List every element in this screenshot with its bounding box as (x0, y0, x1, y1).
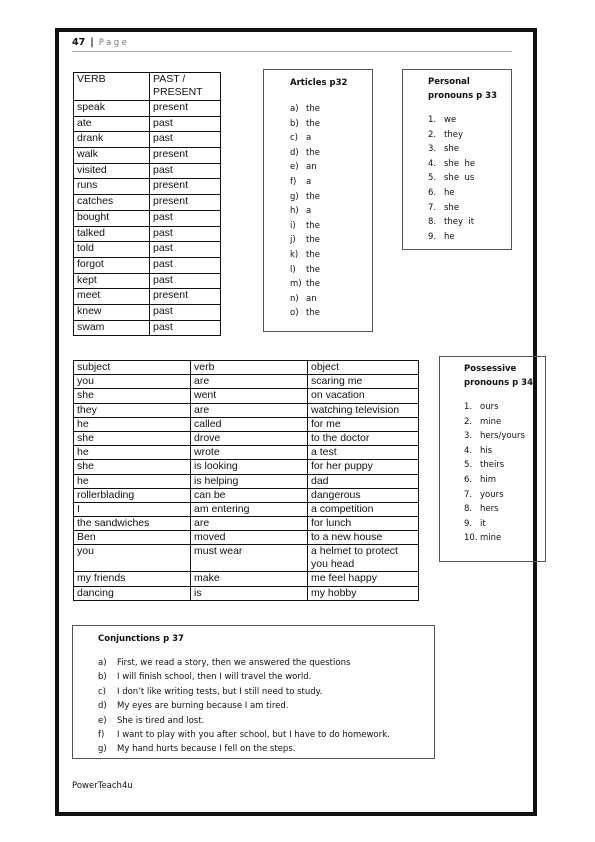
table-row (74, 101, 221, 117)
table-row (74, 242, 221, 258)
table-row (74, 431, 419, 445)
list-item (290, 233, 372, 248)
verb_table-cell: past (150, 273, 221, 289)
list-text: they it (444, 217, 475, 228)
svo_table-header-cell: object (308, 361, 419, 375)
header-rule (72, 51, 512, 52)
articles-list (290, 102, 372, 321)
verb_table-cell: talked (74, 226, 150, 242)
list-text: the (306, 235, 320, 246)
verb_table-cell: past (150, 320, 221, 336)
table-row (74, 195, 221, 211)
list-marker: 1. (464, 402, 473, 412)
table-row (74, 403, 419, 417)
svo_table-cell: the sandwiches (74, 517, 191, 531)
list-text: the (306, 147, 320, 158)
table-row (74, 417, 419, 431)
svo_table-cell: for me (308, 417, 419, 431)
table-row (74, 163, 221, 179)
svo-table-body (74, 361, 419, 601)
svo_table-cell: she (74, 460, 191, 474)
list-item (290, 277, 372, 292)
list-item (428, 215, 511, 230)
possessive-pronouns-title: Possessive pronouns p 34 (464, 364, 534, 388)
verb_table-cell: bought (74, 210, 150, 226)
svo_table-cell: watching television (308, 403, 419, 417)
list-marker: 9. (464, 518, 473, 529)
list-item (428, 113, 511, 128)
page-word: Page (98, 38, 130, 48)
table-row (74, 572, 419, 586)
svo_table-cell: for her puppy (308, 460, 419, 474)
list-marker: 2. (428, 129, 437, 140)
list-marker: e) (290, 162, 299, 173)
list-marker: 1. (428, 115, 437, 125)
list-item (464, 488, 545, 503)
svo_table-cell: must wear (191, 545, 308, 572)
svo_table-cell: he (74, 446, 191, 460)
table-row (74, 179, 221, 195)
list-text: the (306, 104, 320, 114)
svo_table-cell: dancing (74, 586, 191, 600)
table-row (74, 304, 221, 320)
svo_table-cell: he (74, 474, 191, 488)
list-item (290, 175, 372, 190)
verb_table-cell: walk (74, 148, 150, 164)
svo_table-cell: a competition (308, 502, 419, 516)
list-item (290, 146, 372, 161)
list-item (290, 248, 372, 263)
svo_table-cell: is (191, 586, 308, 600)
list-text: mine (480, 416, 502, 427)
svo_table-cell: can be (191, 488, 308, 502)
list-text: I will finish school, then I will travel the world. (117, 672, 312, 683)
conjunctions-box (72, 625, 435, 759)
list-marker: 4. (428, 158, 437, 169)
footer-brand: PowerTeach4u (72, 781, 133, 791)
list-text: the (306, 220, 320, 231)
table-row (74, 289, 221, 305)
verb_table-cell: told (74, 242, 150, 258)
verb_table-cell: speak (74, 101, 150, 117)
verb_table-cell: swam (74, 320, 150, 336)
possessive-pronouns-box (439, 356, 546, 562)
list-item (98, 670, 434, 684)
list-marker: i) (290, 220, 296, 231)
list-marker: 3. (428, 144, 437, 155)
list-item (290, 102, 372, 117)
svo_table-cell: am entering (191, 502, 308, 516)
table-row (74, 320, 221, 336)
svo_table-cell: wrote (191, 446, 308, 460)
personal-pronouns-box (402, 69, 512, 250)
table-row (74, 132, 221, 148)
svo_table-cell: a test (308, 446, 419, 460)
list-marker: 9. (428, 231, 437, 242)
list-text: him (480, 474, 497, 485)
list-item (290, 204, 372, 219)
list-marker: e) (98, 715, 107, 726)
verb_table-cell: drank (74, 132, 150, 148)
svo_table-cell: to the doctor (308, 431, 419, 445)
list-item (98, 714, 434, 728)
articles-title: Articles p32 (290, 78, 348, 88)
svo_table-cell: for lunch (308, 517, 419, 531)
conjunctions-title: Conjunctions p 37 (98, 634, 184, 644)
list-text: she (444, 144, 460, 155)
list-text: My hand hurts because I fell on the steps. (117, 744, 296, 755)
list-text: he (444, 231, 455, 242)
list-text: the (306, 249, 320, 260)
list-text: a (306, 206, 312, 217)
verb-table-body (74, 73, 221, 336)
verb_table-header-cell: VERB (74, 73, 150, 101)
verb_table-cell: present (150, 195, 221, 211)
verb_table-cell: past (150, 210, 221, 226)
verb_table-cell: visited (74, 163, 150, 179)
list-item (98, 656, 434, 670)
list-item (290, 117, 372, 132)
svo_table-cell: are (191, 403, 308, 417)
svo_table-cell: you (74, 545, 191, 572)
list-text: a (306, 133, 312, 144)
verb_table-cell: past (150, 304, 221, 320)
list-marker: 5. (464, 460, 473, 471)
list-text: I want to play with you after school, but I have to do homework. (117, 730, 390, 741)
svo_table-cell: you (74, 375, 191, 389)
header-separator: | (90, 37, 94, 48)
list-text: it (480, 518, 486, 529)
list-text: I don’t like writing tests, but I still need to study. (117, 686, 323, 697)
table-row (74, 375, 419, 389)
table-row (74, 148, 221, 164)
list-text: My eyes are burning because I am tired. (117, 701, 289, 712)
verb_table-cell: kept (74, 273, 150, 289)
list-marker: d) (98, 701, 107, 712)
table-row (74, 460, 419, 474)
list-marker: l) (290, 264, 296, 275)
list-item (428, 128, 511, 143)
svo_table-cell: dangerous (308, 488, 419, 502)
possessive-pronouns-list (464, 400, 545, 546)
svo_table-cell: rollerblading (74, 488, 191, 502)
table-row (74, 474, 419, 488)
svo_table-cell: my friends (74, 572, 191, 586)
list-item (464, 531, 545, 546)
list-marker: b) (98, 672, 107, 683)
list-text: an (306, 293, 317, 304)
svo_table-cell: make (191, 572, 308, 586)
list-item (290, 306, 372, 321)
list-marker: 6. (464, 474, 473, 485)
verb_table-cell: present (150, 179, 221, 195)
list-marker: 10. (464, 533, 478, 544)
verb_table-cell: knew (74, 304, 150, 320)
list-marker: a) (98, 658, 107, 668)
list-marker: 4. (464, 445, 473, 456)
list-marker: c) (290, 133, 298, 144)
table-row (74, 210, 221, 226)
list-marker: k) (290, 249, 299, 260)
svo_table-cell: drove (191, 431, 308, 445)
list-item (464, 444, 545, 459)
list-text: ours (480, 402, 499, 412)
svo_table-cell: me feel happy (308, 572, 419, 586)
list-item (98, 728, 434, 742)
list-marker: 7. (464, 489, 473, 500)
svo_table-cell: are (191, 375, 308, 389)
list-marker: 8. (428, 217, 437, 228)
table-row (74, 517, 419, 531)
svo_table-cell: moved (191, 531, 308, 545)
list-text: she us (444, 173, 475, 184)
conjunctions-list (98, 656, 434, 757)
list-item (290, 263, 372, 278)
verb_table-cell: past (150, 163, 221, 179)
list-text: his (480, 445, 493, 456)
list-item (464, 458, 545, 473)
svo_table-cell: she (74, 389, 191, 403)
list-text: First, we read a story, then we answered the questions (117, 658, 351, 668)
list-marker: 5. (428, 173, 437, 184)
list-item (428, 201, 511, 216)
list-item (290, 292, 372, 307)
list-marker: h) (290, 206, 299, 217)
list-item (98, 699, 434, 713)
table-row (74, 273, 221, 289)
verb_table-cell: runs (74, 179, 150, 195)
list-item (428, 157, 511, 172)
list-text: a (306, 176, 312, 187)
svo_table-header-cell: verb (191, 361, 308, 375)
svo_table-cell: are (191, 517, 308, 531)
verb_table-cell: past (150, 132, 221, 148)
list-text: hers (480, 504, 499, 515)
table-row (74, 586, 419, 600)
table-row (74, 502, 419, 516)
list-marker: 3. (464, 431, 473, 442)
list-item (464, 415, 545, 430)
list-text: theirs (480, 460, 505, 471)
verb_table-header-cell: PAST / PRESENT (150, 73, 221, 101)
personal-pronouns-list (428, 113, 511, 244)
table-row (74, 257, 221, 273)
list-marker: 8. (464, 504, 473, 515)
list-text: he (444, 187, 455, 198)
verb_table-cell: meet (74, 289, 150, 305)
svo_table-cell: is looking (191, 460, 308, 474)
list-text: yours (480, 489, 504, 500)
list-item (290, 190, 372, 205)
list-item (464, 517, 545, 532)
svo_table-cell: on vacation (308, 389, 419, 403)
svo_table-cell: I (74, 502, 191, 516)
svo_table-cell: they (74, 403, 191, 417)
list-text: we (444, 115, 457, 125)
list-marker: 7. (428, 202, 437, 213)
list-text: She is tired and lost. (117, 715, 205, 726)
list-marker: f) (290, 176, 297, 187)
verb_table-cell: catches (74, 195, 150, 211)
list-item (98, 742, 434, 756)
svo_table-cell: called (191, 417, 308, 431)
list-item (290, 219, 372, 234)
list-item (428, 142, 511, 157)
list-marker: n) (290, 293, 299, 304)
svo_table-cell: to a new house (308, 531, 419, 545)
table-row (74, 545, 419, 572)
table-row (74, 488, 419, 502)
list-item (464, 429, 545, 444)
verb_table-cell: past (150, 257, 221, 273)
list-text: the (306, 118, 320, 129)
svo_table-cell: a helmet to protect you head (308, 545, 419, 572)
list-text: the (306, 308, 320, 319)
list-text: she (444, 202, 460, 213)
verb_table-cell: past (150, 226, 221, 242)
list-item (98, 685, 434, 699)
verb_table-cell: present (150, 101, 221, 117)
list-item (290, 160, 372, 175)
list-item (428, 230, 511, 245)
list-text: hers/yours (480, 431, 525, 442)
list-marker: o) (290, 308, 299, 319)
verb_table-header-row (74, 73, 221, 101)
verb_table-cell: past (150, 242, 221, 258)
svo_table-header-cell: subject (74, 361, 191, 375)
list-item (464, 400, 545, 415)
articles-box (263, 69, 373, 332)
table-row (74, 226, 221, 242)
list-marker: f) (98, 730, 105, 741)
svo_table-cell: dad (308, 474, 419, 488)
svo_table-cell: my hobby (308, 586, 419, 600)
verb_table-cell: ate (74, 116, 150, 132)
verb_table-cell: present (150, 289, 221, 305)
list-item (428, 186, 511, 201)
svo_table-header-row (74, 361, 419, 375)
list-marker: j) (290, 235, 296, 246)
list-item (290, 131, 372, 146)
verb_table-cell: present (150, 148, 221, 164)
list-text: they (444, 129, 463, 140)
verb_table-cell: past (150, 116, 221, 132)
verb_table-cell: forgot (74, 257, 150, 273)
list-marker: g) (290, 191, 299, 202)
list-marker: b) (290, 118, 299, 129)
subject-verb-object-table (73, 360, 419, 601)
svo_table-cell: is helping (191, 474, 308, 488)
list-marker: m) (290, 279, 302, 290)
list-marker: c) (98, 686, 106, 697)
list-marker: 2. (464, 416, 473, 427)
list-text: mine (480, 533, 502, 544)
svo_table-cell: she (74, 431, 191, 445)
list-text: she he (444, 158, 476, 169)
table-row (74, 389, 419, 403)
list-text: an (306, 162, 317, 173)
list-item (464, 473, 545, 488)
svo_table-cell: he (74, 417, 191, 431)
list-marker: g) (98, 744, 107, 755)
list-text: the (306, 279, 320, 290)
table-row (74, 531, 419, 545)
svo_table-cell: went (191, 389, 308, 403)
list-item (464, 502, 545, 517)
list-marker: a) (290, 104, 299, 114)
page-number: 47 (72, 37, 86, 48)
svo_table-cell: Ben (74, 531, 191, 545)
list-text: the (306, 264, 320, 275)
list-item (428, 171, 511, 186)
list-marker: d) (290, 147, 299, 158)
svo_table-cell: scaring me (308, 375, 419, 389)
list-marker: 6. (428, 187, 437, 198)
table-row (74, 446, 419, 460)
list-text: the (306, 191, 320, 202)
page-header (72, 37, 129, 48)
verb-tense-table (73, 72, 221, 336)
personal-pronouns-title: Personal pronouns p 33 (428, 77, 498, 101)
table-row (74, 116, 221, 132)
